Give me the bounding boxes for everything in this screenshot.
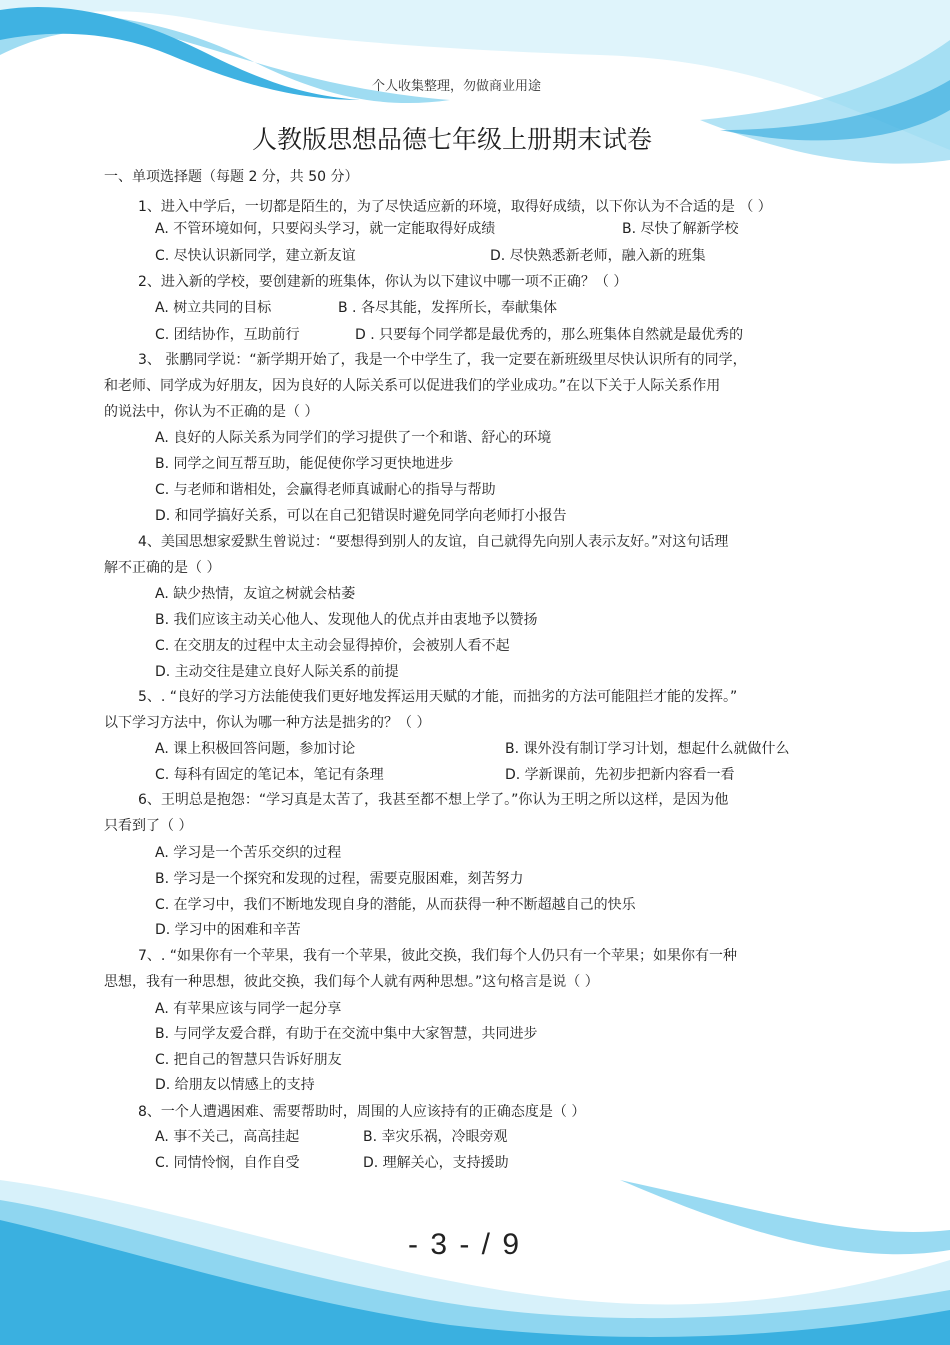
question-3-stem-line-3: 的说法中，你认为不正确的是（ ） xyxy=(104,404,319,420)
question-7-option-a: A. 有苹果应该与同学一起分享 xyxy=(155,1001,342,1017)
question-2-option-d: D . 只要每个同学都是最优秀的，那么班集体自然就是最优秀的 xyxy=(355,327,744,343)
question-5-option-a: A. 课上积极回答问题，参加讨论 xyxy=(155,741,356,757)
question-5-option-b: B. 课外没有制订学习计划，想起什么就做什么 xyxy=(505,741,790,757)
section-heading: 一、单项选择题（每题 2 分，共 50 分） xyxy=(104,169,359,185)
question-8-option-b: B. 幸灾乐祸，冷眼旁观 xyxy=(363,1129,508,1145)
page-number: - 3 - / 9 xyxy=(408,1228,522,1261)
question-8-option-a: A. 事不关己，高高挂起 xyxy=(155,1129,300,1145)
question-4-option-b: B. 我们应该主动关心他人、发现他人的优点并由衷地予以赞扬 xyxy=(155,612,538,628)
question-3-stem-line-2: 和老师、同学成为好朋友，因为良好的人际关系可以促进我们的学业成功。”在以下关于人际关系作用 xyxy=(104,378,721,394)
question-2-stem: 2、进入新的学校，要创建新的班集体，你认为以下建议中哪一项不正确？（ ） xyxy=(138,274,628,290)
question-8-option-c: C. 同情怜悯，自作自受 xyxy=(155,1155,300,1171)
question-3-stem-line-1: 3、 张鹏同学说：“新学期开始了，我是一个中学生了，我一定要在新班级里尽快认识所有的同学， xyxy=(138,352,747,368)
question-6-stem-line-2: 只看到了（ ） xyxy=(104,818,193,834)
question-4-option-c: C. 在交朋友的过程中太主动会显得掉价，会被别人看不起 xyxy=(155,638,510,654)
question-3-option-c: C. 与老师和谐相处，会赢得老师真诚耐心的指导与帮助 xyxy=(155,482,496,498)
question-8-stem: 8、一个人遭遇困难、需要帮助时，周围的人应该持有的正确态度是（ ） xyxy=(138,1104,586,1120)
question-3-option-d: D. 和同学搞好关系，可以在自己犯错误时避免同学向老师打小报告 xyxy=(155,508,567,524)
question-7-stem-line-1: 7、. “如果你有一个苹果，我有一个苹果，彼此交换，我们每个人仍只有一个苹果；如果你有一种 xyxy=(138,948,738,964)
question-1-option-b: B. 尽快了解新学校 xyxy=(622,221,739,237)
question-6-option-b: B. 学习是一个探究和发现的过程，需要克服困难，刻苦努力 xyxy=(155,871,524,887)
question-5-option-d: D. 学新课前，先初步把新内容看一看 xyxy=(505,767,735,783)
question-4-stem-line-2: 解不正确的是（ ） xyxy=(104,560,221,576)
bottom-right-wave xyxy=(620,1180,950,1254)
question-5-stem-line-2: 以下学习方法中，你认为哪一种方法是拙劣的？（ ） xyxy=(104,715,431,731)
question-4-option-d: D. 主动交往是建立良好人际关系的前提 xyxy=(155,664,399,680)
question-7-option-b: B. 与同学友爱合群，有助于在交流中集中大家智慧，共同进步 xyxy=(155,1026,538,1042)
question-2-option-a: A. 树立共同的目标 xyxy=(155,300,272,316)
question-6-option-a: A. 学习是一个苦乐交织的过程 xyxy=(155,845,342,861)
header-note: 个人收集整理，勿做商业用途 xyxy=(372,79,542,94)
question-2-option-c: C. 团结协作，互助前行 xyxy=(155,327,300,343)
question-1-stem: 1、进入中学后，一切都是陌生的，为了尽快适应新的环境，取得好成绩，以下你认为不合适的是 （ ） xyxy=(138,199,772,215)
question-2-option-b: B . 各尽其能，发挥所长，奉献集体 xyxy=(338,300,557,316)
question-6-option-d: D. 学习中的困难和辛苦 xyxy=(155,922,301,938)
question-4-option-a: A. 缺少热情，友谊之树就会枯萎 xyxy=(155,586,356,602)
question-3-option-b: B. 同学之间互帮互助，能促使你学习更快地进步 xyxy=(155,456,454,472)
question-4-stem-line-1: 4、美国思想家爱默生曾说过：“要想得到别人的友谊，自己就得先向别人表示友好。”对这句话理 xyxy=(138,534,729,550)
question-7-stem-line-2: 思想，我有一种思想，彼此交换，我们每个人就有两种思想。”这句格言是说（ ） xyxy=(104,974,599,990)
question-3-option-a: A. 良好的人际关系为同学们的学习提供了一个和谐、舒心的环境 xyxy=(155,430,552,446)
question-8-option-d: D. 理解关心，支持援助 xyxy=(363,1155,509,1171)
question-7-option-c: C. 把自己的智慧只告诉好朋友 xyxy=(155,1052,342,1068)
question-6-option-c: C. 在学习中，我们不断地发现自身的潜能，从而获得一种不断超越自己的快乐 xyxy=(155,897,636,913)
question-5-stem-line-1: 5、. “良好的学习方法能使我们更好地发挥运用天赋的才能，而拙劣的方法可能阻拦才能的发挥。” xyxy=(138,689,738,705)
question-1-option-d: D. 尽快熟悉新老师，融入新的班集 xyxy=(490,248,706,264)
question-6-stem-line-1: 6、王明总是抱怨：“学习真是太苦了，我甚至都不想上学了。”你认为王明之所以这样，是因为他 xyxy=(138,792,729,808)
question-7-option-d: D. 给朋友以情感上的支持 xyxy=(155,1077,315,1093)
exam-title: 人教版思想品德七年级上册期末试卷 xyxy=(252,125,653,154)
question-1-option-a: A. 不管环境如何，只要闷头学习，就一定能取得好成绩 xyxy=(155,221,496,237)
question-5-option-c: C. 每科有固定的笔记本，笔记有条理 xyxy=(155,767,384,783)
question-1-option-c: C. 尽快认识新同学，建立新友谊 xyxy=(155,248,356,264)
